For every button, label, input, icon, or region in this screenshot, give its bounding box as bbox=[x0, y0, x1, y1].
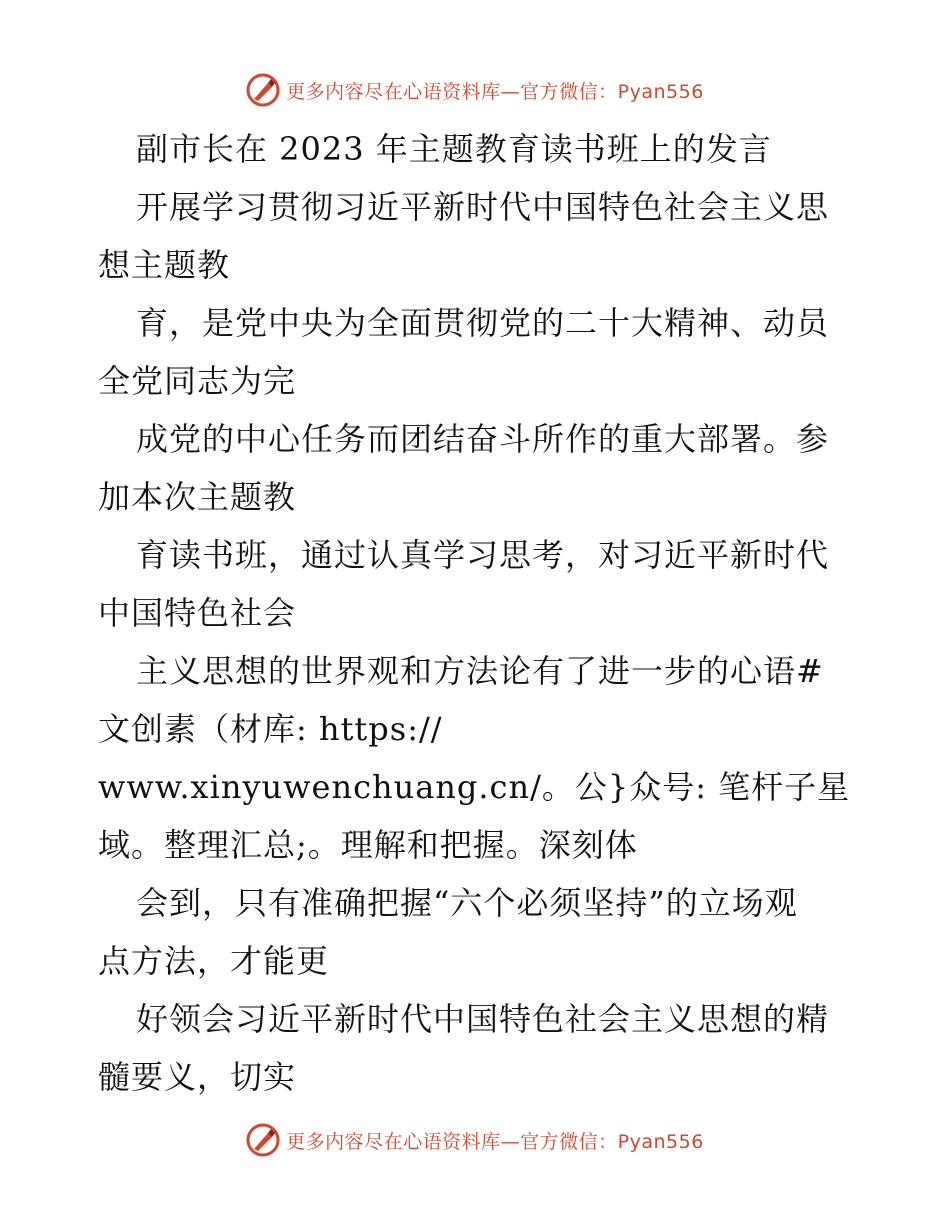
paragraph-line: 髓要义，切实 bbox=[98, 1058, 297, 1096]
paragraph-line: 主义思想的世界观和方法论有了进一步的心语# bbox=[136, 652, 824, 690]
header-banner bbox=[0, 70, 950, 110]
paragraph-line: 开展学习贯彻习近平新时代中国特色社会主义思 bbox=[136, 188, 830, 226]
paragraph-line: 育读书班，通过认真学习思考，对习近平新时代 bbox=[136, 536, 830, 574]
paragraph-line: www.xinyuwenchuang.cn/。公}众号: 笔杆子星 bbox=[98, 768, 851, 806]
footer-banner bbox=[0, 1120, 950, 1160]
pen-logo-icon bbox=[246, 73, 280, 107]
document-title: 副市长在 2023 年主题教育读书班上的发言 bbox=[136, 130, 772, 168]
header-banner-text: 更多内容尽在心语资料库—官方微信：Pyan556 bbox=[286, 80, 704, 103]
paragraph-line: 点方法，才能更 bbox=[98, 942, 330, 980]
paragraph-line: 好领会习近平新时代中国特色社会主义思想的精 bbox=[136, 1000, 830, 1038]
paragraph-line: 中国特色社会 bbox=[98, 594, 297, 632]
paragraph-line: 域。整理汇总;。理解和把握。深刻体 bbox=[98, 826, 638, 864]
paragraph-line: 加本次主题教 bbox=[98, 478, 297, 516]
document-body bbox=[98, 120, 858, 1106]
paragraph-line: 育，是党中央为全面贯彻党的二十大精神、动员 bbox=[136, 304, 830, 342]
paragraph-line: 想主题教 bbox=[98, 246, 231, 284]
paragraph-line: 会到，只有准确把握“六个必须坚持”的立场观 bbox=[136, 884, 798, 922]
paragraph-line: 全党同志为完 bbox=[98, 362, 297, 400]
paragraph-line: 文创素（材库: https:// bbox=[98, 710, 443, 748]
pen-logo-icon bbox=[246, 1123, 280, 1157]
paragraph-line: 成党的中心任务而团结奋斗所作的重大部署。参 bbox=[136, 420, 830, 458]
footer-banner-text: 更多内容尽在心语资料库—官方微信：Pyan556 bbox=[286, 1130, 704, 1153]
